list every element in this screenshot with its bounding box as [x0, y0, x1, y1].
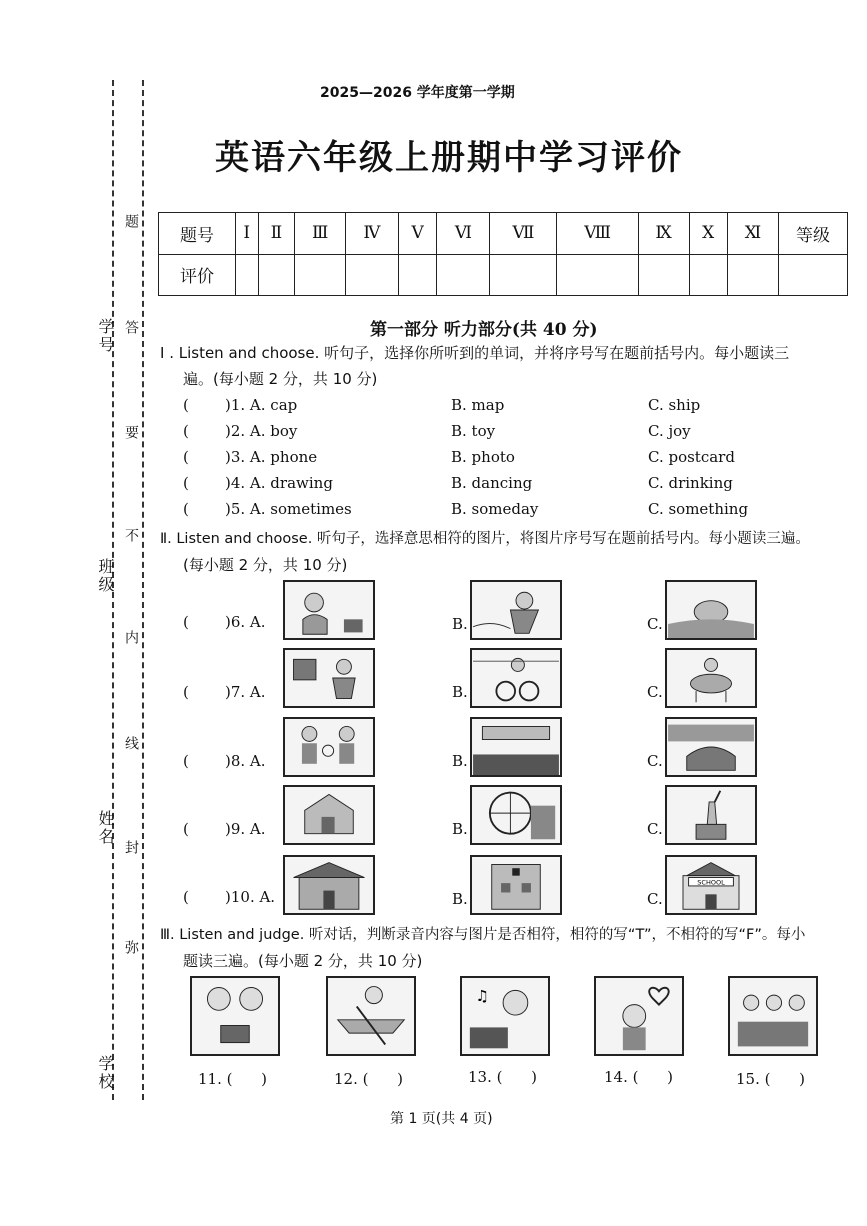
list-item — [183, 422, 783, 448]
q8-picture-b — [470, 717, 562, 777]
score-input-cell[interactable] — [779, 254, 848, 296]
q1-instruction-line2: 遍。(每小题 2 分，共 10 分) — [183, 370, 378, 388]
q9-picture-c — [665, 785, 757, 845]
option-b-label: B. — [452, 820, 468, 838]
score-cell: Ⅶ — [490, 213, 557, 255]
section-title: 第一部分 听力部分(共 40 分) — [370, 320, 598, 340]
q-option-a: )4. A. drawing — [225, 474, 333, 492]
score-input-cell[interactable] — [437, 254, 490, 296]
q10-picture-b — [470, 855, 562, 915]
q7-label: )7. A. — [225, 683, 266, 701]
warning-char-2: 答 — [123, 320, 139, 336]
q8-picture-c — [665, 717, 757, 777]
term-label: 2025—2026 学年度第一学期 — [320, 85, 515, 101]
q-option-c: C. joy — [648, 422, 691, 440]
answer-bracket[interactable]: ( — [183, 820, 189, 838]
q-option-c: C. something — [648, 500, 749, 518]
q-option-a: )2. A. boy — [225, 422, 298, 440]
page-number: 第 1 页(共 4 页) — [390, 1111, 493, 1127]
q7-picture-b — [470, 648, 562, 708]
score-input-cell[interactable] — [689, 254, 727, 296]
q10-picture-a — [283, 855, 375, 915]
warning-char-7: 封 — [123, 840, 139, 856]
q2-instruction-line2: (每小题 2 分，共 10 分) — [183, 556, 348, 574]
binding-dash-inner — [142, 80, 144, 1100]
score-cell: I — [236, 213, 259, 255]
field-school: 学校 — [96, 1055, 115, 1091]
score-input-cell[interactable] — [398, 254, 437, 296]
q-option-b: B. someday — [451, 500, 539, 518]
q9-picture-a — [283, 785, 375, 845]
q-option-a: )1. A. cap — [225, 396, 298, 414]
q15-answer[interactable]: 15. ( ) — [736, 1070, 805, 1088]
list-item — [183, 500, 783, 526]
option-c-label: C. — [647, 615, 663, 633]
q9-picture-b — [470, 785, 562, 845]
answer-bracket[interactable]: ( — [183, 422, 189, 440]
q-option-b: B. toy — [451, 422, 496, 440]
score-input-cell[interactable] — [346, 254, 399, 296]
list-item — [183, 448, 783, 474]
q6-picture-a — [283, 580, 375, 640]
q9-label: )9. A. — [225, 820, 266, 838]
score-cell: Ⅲ — [295, 213, 346, 255]
q-option-b: B. photo — [451, 448, 515, 466]
score-cell: Ⅷ — [557, 213, 638, 255]
q-option-c: C. drinking — [648, 474, 733, 492]
q-option-b: B. map — [451, 396, 505, 414]
score-input-cell[interactable] — [557, 254, 638, 296]
q6-label: )6. A. — [225, 613, 266, 631]
score-input-cell[interactable] — [295, 254, 346, 296]
score-cell: Ⅸ — [638, 213, 689, 255]
q13-answer[interactable]: 13. ( ) — [468, 1068, 537, 1086]
field-name: 姓名 — [96, 810, 115, 846]
warning-char-8: 弥 — [123, 940, 139, 956]
q11-answer[interactable]: 11. ( ) — [198, 1070, 267, 1088]
answer-bracket[interactable]: ( — [183, 474, 189, 492]
list-item — [183, 474, 783, 500]
list-item — [183, 396, 783, 422]
q12-answer[interactable]: 12. ( ) — [334, 1070, 403, 1088]
answer-bracket[interactable]: ( — [183, 448, 189, 466]
score-table-eval-row — [159, 254, 848, 296]
q6-picture-c — [665, 580, 757, 640]
score-cell: 等级 — [779, 213, 848, 255]
option-b-label: B. — [452, 615, 468, 633]
score-cell: Ⅺ — [727, 213, 778, 255]
answer-bracket[interactable]: ( — [183, 752, 189, 770]
option-c-label: C. — [647, 752, 663, 770]
q14-picture — [594, 976, 684, 1056]
answer-bracket[interactable]: ( — [183, 613, 189, 631]
score-cell: Ⅳ — [346, 213, 399, 255]
q3-instruction-line2: 题读三遍。(每小题 2 分，共 10 分) — [183, 952, 423, 970]
answer-bracket[interactable]: ( — [183, 888, 189, 906]
option-c-label: C. — [647, 683, 663, 701]
score-cell: Ⅱ — [258, 213, 295, 255]
score-table-header-row — [159, 213, 848, 255]
score-input-cell[interactable] — [638, 254, 689, 296]
q13-picture — [460, 976, 550, 1056]
score-cell: 题号 — [159, 213, 236, 255]
q3-instruction-line1: Ⅲ. Listen and judge. 听对话，判断录音内容与图片是否相符，相符的写“T”，不相符的写“F”。每小 — [160, 927, 806, 943]
q-option-b: B. dancing — [451, 474, 533, 492]
score-cell: 评价 — [159, 254, 236, 296]
q6-picture-b — [470, 580, 562, 640]
warning-char-5: 内 — [123, 630, 139, 646]
q10-picture-c — [665, 855, 757, 915]
option-c-label: C. — [647, 820, 663, 838]
answer-bracket[interactable]: ( — [183, 396, 189, 414]
score-input-cell[interactable] — [490, 254, 557, 296]
score-cell: V — [398, 213, 437, 255]
score-input-cell[interactable] — [258, 254, 295, 296]
q-option-c: C. postcard — [648, 448, 735, 466]
score-input-cell[interactable] — [727, 254, 778, 296]
q-option-a: )5. A. sometimes — [225, 500, 352, 518]
field-student-id: 学号 — [96, 318, 115, 354]
page-title: 英语六年级上册期中学习评价 — [215, 138, 683, 178]
score-cell: X — [689, 213, 727, 255]
answer-bracket[interactable]: ( — [183, 683, 189, 701]
q7-picture-a — [283, 648, 375, 708]
warning-char-1: 题 — [123, 214, 139, 230]
school-sign-text: SCHOOL — [697, 878, 725, 887]
q1-instruction-line1: I . Listen and choose. 听句子，选择你所听到的单词，并将序号写在题前括号内。每小题读三 — [160, 344, 790, 362]
q-option-c: C. ship — [648, 396, 701, 414]
q8-picture-a — [283, 717, 375, 777]
warning-char-3: 要 — [123, 425, 139, 441]
q8-label: )8. A. — [225, 752, 266, 770]
svg-text:♫: ♫ — [475, 986, 490, 1005]
q7-picture-c — [665, 648, 757, 708]
score-cell: Ⅵ — [437, 213, 490, 255]
q12-picture — [326, 976, 416, 1056]
option-c-label: C. — [647, 890, 663, 908]
q10-label: )10. A. — [225, 888, 276, 906]
field-class: 班级 — [96, 558, 115, 594]
warning-char-4: 不 — [123, 528, 139, 544]
q15-picture — [728, 976, 818, 1056]
option-b-label: B. — [452, 683, 468, 701]
q-option-a: )3. A. phone — [225, 448, 318, 466]
warning-char-6: 线 — [123, 736, 139, 752]
option-b-label: B. — [452, 752, 468, 770]
q2-instruction-line1: Ⅱ. Listen and choose. 听句子，选择意思相符的图片，将图片序号写在题前括号内。每小题读三遍。 — [160, 531, 810, 547]
score-table — [158, 212, 848, 296]
q11-picture — [190, 976, 280, 1056]
option-b-label: B. — [452, 890, 468, 908]
q14-answer[interactable]: 14. ( ) — [604, 1068, 673, 1086]
answer-bracket[interactable]: ( — [183, 500, 189, 518]
score-input-cell[interactable] — [236, 254, 259, 296]
